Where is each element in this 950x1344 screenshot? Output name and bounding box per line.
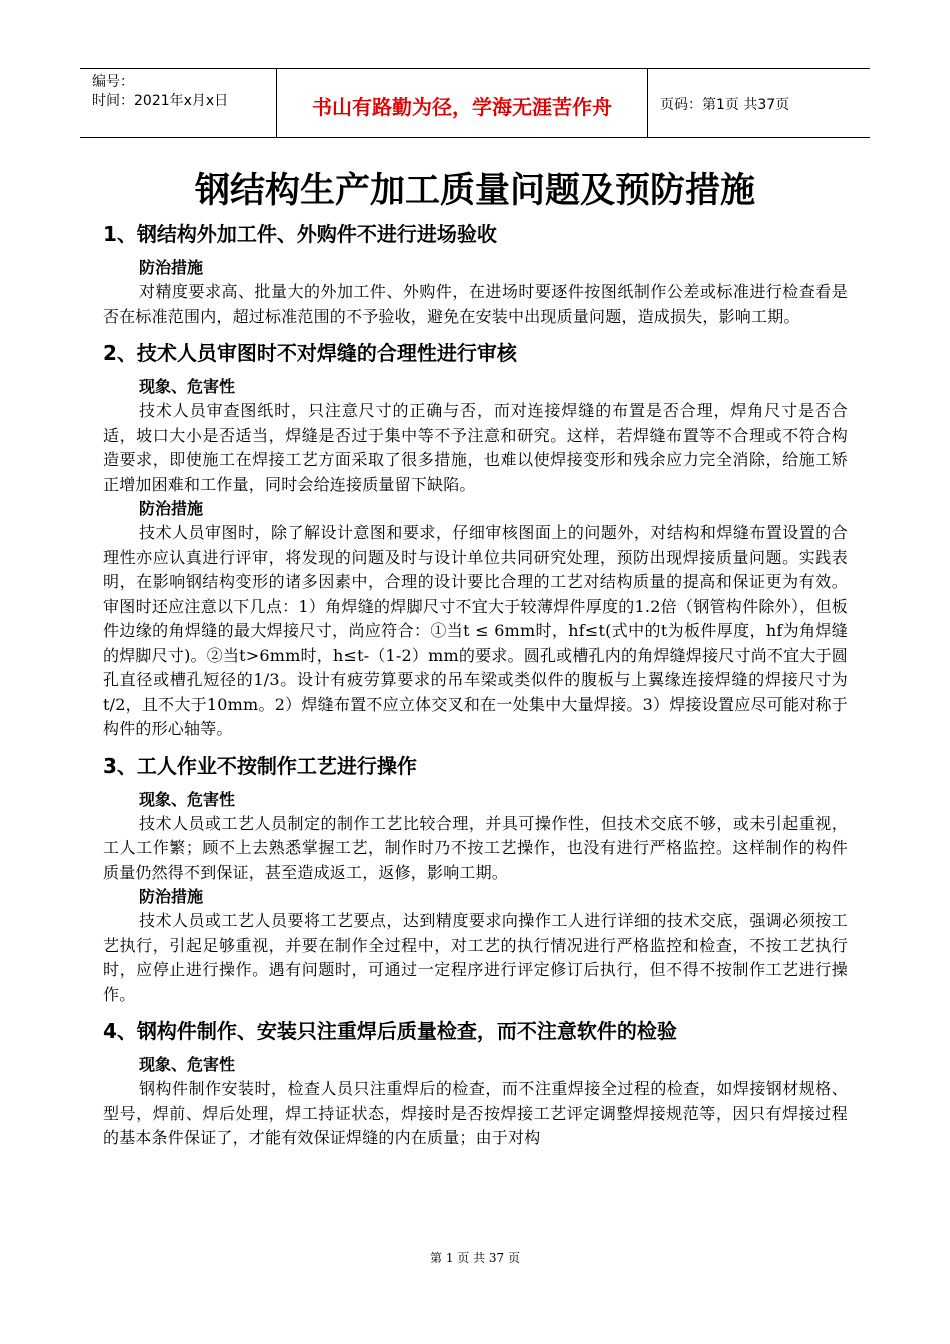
paragraph: 技术人员审查图纸时，只注意尺寸的正确与否，而对连接焊缝的布置是否合理，焊角尺寸是否合适，坡口大小是否适当，焊缝是否过于集中等不予注意和研究。这样，若焊缝布置等不合理或不符合构造要求，即使施工在焊接工艺方面采取了很多措施，也难以使焊接变形和残余应力完全消除，给施工矫正增加困难和工作量，同时会给连接质量留下缺陷。 bbox=[103, 401, 848, 494]
section-heading: 4、钢构件制作、安装只注重焊后质量检查，而不注意软件的检验 bbox=[103, 1019, 677, 1043]
section-heading: 3、工人作业不按制作工艺进行操作 bbox=[103, 753, 417, 778]
header-left-cell bbox=[80, 69, 276, 137]
page-info: 页码：第1页 共37页 bbox=[660, 97, 790, 113]
subheading: 防治措施 bbox=[139, 499, 204, 518]
paragraph: 技术人员或工艺人员制定的制作工艺比较合理，并具可操作性，但技术交底不够，或未引起重视，工人工作繁；顾不上去熟悉掌握工艺，制作时乃不按工艺操作，也没有进行严格监控。这样制作的构件质量仍然得不到保证，甚至造成返工，返修，影响工期。 bbox=[103, 813, 848, 882]
document-title: 钢结构生产加工质量问题及预防措施 bbox=[194, 171, 755, 211]
subheading: 现象、危害性 bbox=[139, 789, 236, 809]
subheading: 现象、危害性 bbox=[139, 377, 236, 396]
subheading: 防治措施 bbox=[139, 258, 204, 277]
document-body bbox=[103, 220, 848, 1151]
document-number-label: 编号： bbox=[92, 74, 134, 90]
date-label: 时间：2021年x月x日 bbox=[92, 93, 229, 109]
paragraph: 技术人员或工艺人员要将工艺要点，达到精度要求向操作工人进行详细的技术交底，强调必须按工艺执行，引起足够重视，并要在制作全过程中，对工艺的执行情况进行严格监控和检查，不按工艺执行时，应停止进行操作。遇有问题时，可通过一定程序进行评定修订后执行，但不得不按制作工艺进行操作。 bbox=[103, 911, 848, 1004]
paragraph: 对精度要求高、批量大的外加工件、外购件，在进场时要逐件按图纸制作公差或标准进行检查看是否在标准范围内，超过标准范围的不予验收，避免在安装中出现质量问题，造成损失，影响工期。 bbox=[103, 282, 848, 326]
subheading: 防治措施 bbox=[139, 887, 204, 906]
subheading: 现象、危害性 bbox=[139, 1055, 236, 1074]
header-box bbox=[80, 68, 870, 138]
motto-text: 书山有路勤为径，学海无涯苦作舟 bbox=[312, 95, 612, 119]
header-motto-cell bbox=[276, 69, 648, 137]
paragraph: 技术人员审图时，除了解设计意图和要求，仔细审核图面上的问题外，对结构和焊缝布置设置的合理性亦应认真进行评审，将发现的问题及时与设计单位共同研究处理，预防出现焊接质量问题。实践表明，在影响钢结构变形的诸多因素中，合理的设计要比合理的工艺对结构质量的提高和保证更为有效。审图时还应注意以下几点：1）角焊缝的焊脚尺寸不宜大于较薄焊件厚度的1.2倍（钢管构件除外），但板件边缘的角焊缝的最大焊接尺寸，尚应符合：①当t ≤ 6mm时，hf≤t(式中的t为板件厚度，hf为角焊缝的焊脚尺寸)。②当t>6mm时，h≤t-（1-2）mm的要求。圆孔或槽孔内的角焊缝焊接尺寸尚不宜大于圆孔直径或槽孔短径的1/3。设计有疲劳算要求的吊车梁或类似件的腹板与上翼缘连接焊缝的焊接尺寸为t/2，且不大于10mm。2）焊缝布置不应立体交叉和在一处集中大量焊接。3）焊接设置应尽可能对称于构件的形心轴等。 bbox=[103, 523, 848, 738]
paragraph: 钢构件制作安装时，检查人员只注重焊后的检查，而不注重焊接全过程的检查，如焊接钢材规格、型号，焊前、焊后处理，焊工持证状态，焊接时是否按焊接工艺评定调整焊接规范等，因只有焊接过程的基本条件保证了，才能有效保证焊缝的内在质量；由于对构 bbox=[103, 1079, 848, 1147]
page-footer: 第 1 页 共 37 页 bbox=[430, 1251, 520, 1265]
section-heading: 2、技术人员审图时不对焊缝的合理性进行审核 bbox=[103, 341, 517, 365]
section-heading: 1、钢结构外加工件、外购件不进行进场验收 bbox=[103, 222, 497, 246]
